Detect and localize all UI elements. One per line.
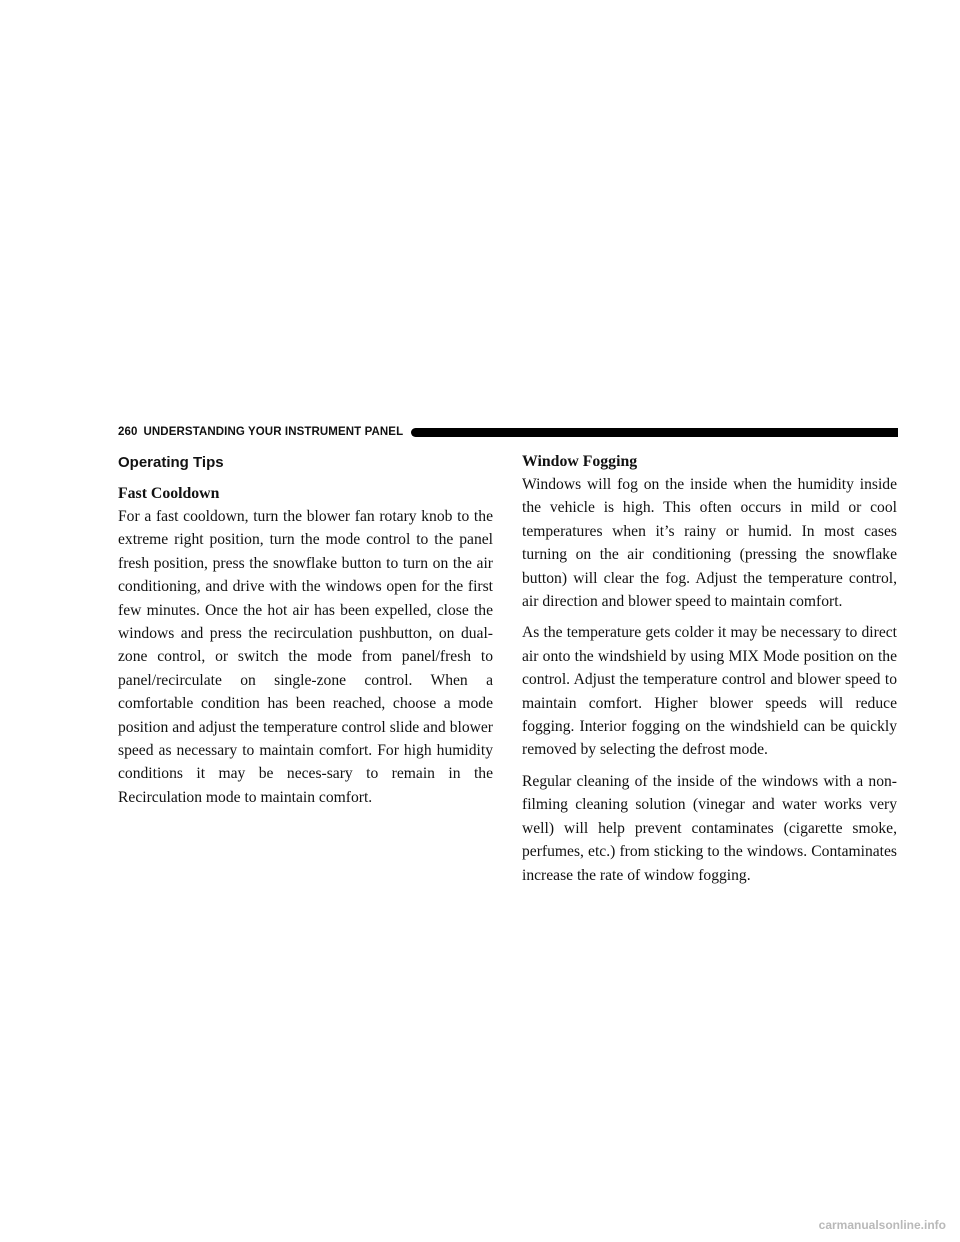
left-column (118, 450, 493, 809)
page-header (118, 423, 898, 441)
right-column (522, 450, 897, 887)
fast-cooldown-heading: Fast Cooldown (118, 485, 220, 502)
window-fogging-paragraph-3: Regular cleaning of the inside of the windows with a non-filming cleaning solution (vinegar and water works very well) will help prevent contaminates (cigarette smoke, perfumes, etc.) from sticking to the windows. Contaminates increase the rate of window fogging. (522, 772, 897, 884)
fast-cooldown-paragraph: For a fast cooldown, turn the blower fan rotary knob to the extreme right position, turn the mode control to the panel fresh position, press the snowflake button to turn on the air conditioning, and drive with the windows open for the first few minutes. Once the hot air has been expelled, close the windows and press the recirculation pushbutton, on dual-zone control, or switch the mode from panel/fresh to panel/recirculate on single-zone control. When a comfortable condition has been reached, choose a mode position and adjust the temperature control slide and blower speed as necessary to maintain comfort. For high humidity conditions it may be neces-sary to remain in the Recirculation mode to maintain comfort. (118, 508, 493, 806)
page-number: 260 (118, 426, 138, 438)
operating-tips-heading: Operating Tips (118, 454, 224, 471)
section-title: UNDERSTANDING YOUR INSTRUMENT PANEL (143, 426, 404, 438)
window-fogging-paragraph-2: As the temperature gets colder it may be necessary to direct air onto the windshield by using MIX Mode position on the control. Adjust the temperature control and blower speed to maintain comfort. Higher blower speeds will reduce fogging. Interior fogging on the windshield can be quickly removed by selecting the defrost mode. (522, 624, 897, 759)
watermark: carmanualsonline.info (818, 1218, 946, 1232)
window-fogging-paragraph-1: Windows will fog on the inside when the humidity inside the vehicle is high. This often occurs in mild or cool temperatures when it’s rainy or humid. In most cases turning on the air conditioning (pressing the snowflake button) will clear the fog. Adjust the temperature control, air direction and blower speed to maintain comfort. (522, 476, 897, 611)
window-fogging-heading: Window Fogging (522, 453, 638, 470)
header-rule-bar (411, 428, 898, 437)
